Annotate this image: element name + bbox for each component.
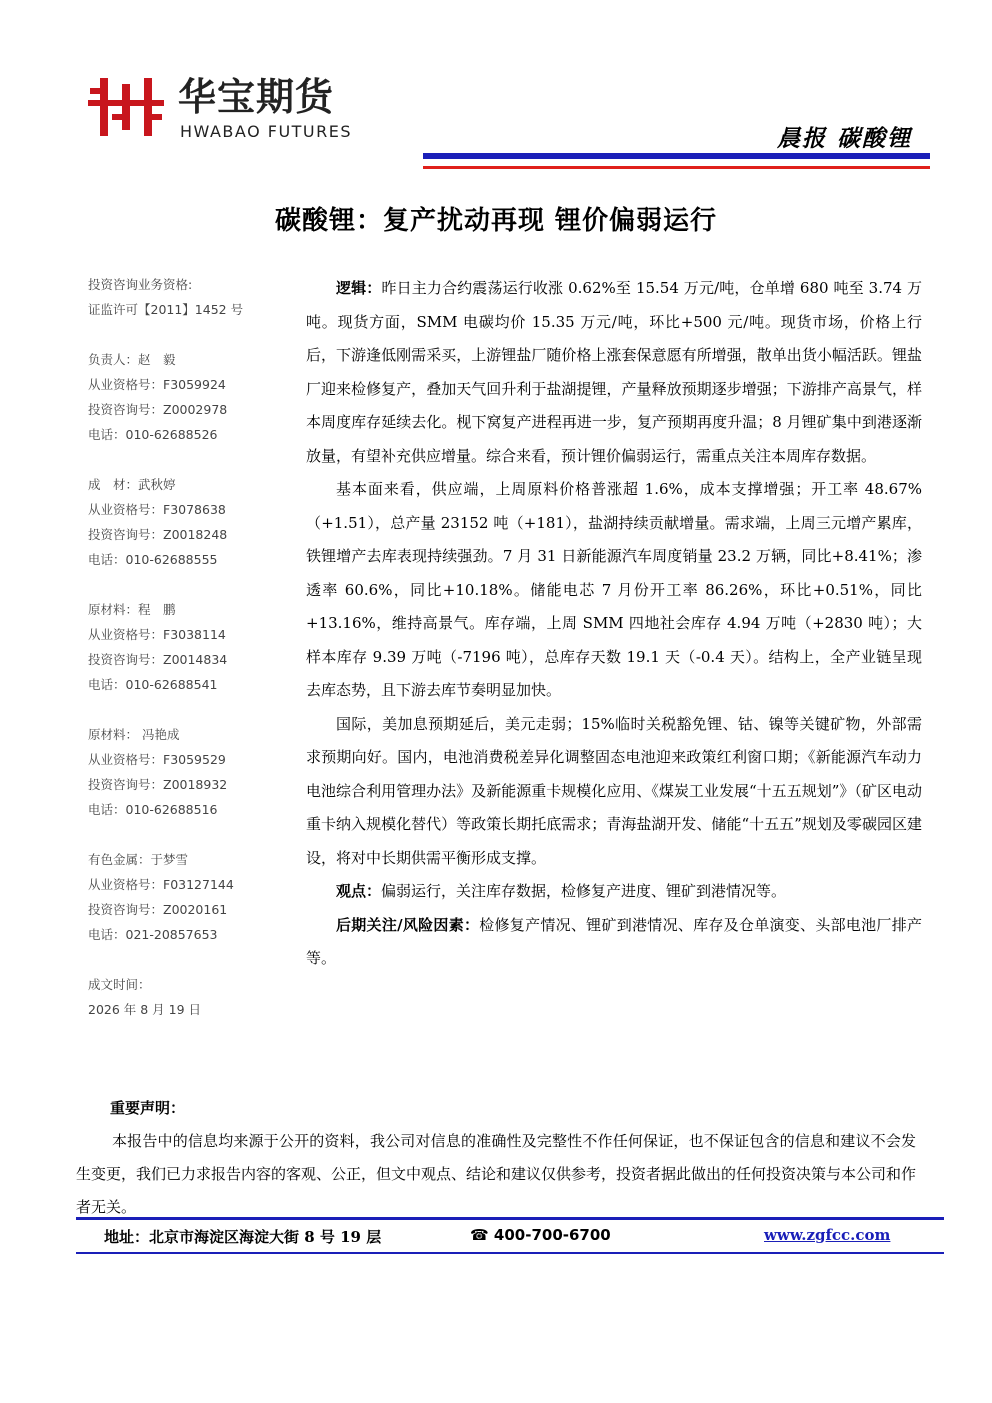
analyst-role: 成 材：武秋婷 <box>88 477 176 492</box>
analyst-role: 原材料：程 鹏 <box>88 602 176 617</box>
qualification-value: 证监许可【2011】1452 号 <box>88 302 244 317</box>
analyst-license: 从业资格号：F3038114 <box>88 627 226 642</box>
report-body <box>306 272 922 976</box>
footer <box>76 1222 944 1250</box>
analyst-license: 从业资格号：F3059924 <box>88 377 226 392</box>
report-type: 晨报 碳酸锂 <box>776 125 912 152</box>
view-text: 偏弱运行，关注库存数据，检修复产进度、锂矿到港情况等。 <box>381 882 787 900</box>
analyst-advisory: 投资咨询号：Z0020161 <box>88 902 228 917</box>
hwabao-logo-icon <box>86 74 166 138</box>
view-label: 观点： <box>336 882 382 900</box>
logic-paragraph <box>306 272 922 473</box>
logo-english-name: HWABAO FUTURES <box>180 122 353 141</box>
fundamentals-paragraph: 基本面来看，供应端，上周原料价格普涨超 1.6%，成本支撑增强；开工率 48.67%（+1.51），总产量 23152 吨（+181），盐湖持续贡献增量。需求端，上周三元增产累库，铁锂增产去库表现持续强劲。7 月 31 日新能源汽车周度销量 23.2 万辆，同比+8.41%；渗透率 60.6%，同比+10.18%。储能电芯 7 月份开工率 86.26%，环比+0.51%，同比+13.16%，维持高景气。库存端，上周 SMM 四地社会库存 4.94 万吨（+2830 吨）；大样本库存 9.39 万吨（-7196 吨），总库存天数 19.1 天（-0.4 天）。结构上，全产业链呈现去库态势，且下游去库节奏明显加快。 <box>306 480 922 699</box>
analyst-sidebar <box>88 272 288 1022</box>
header-divider-blue <box>423 153 930 159</box>
macro-paragraph: 国际，美加息预期延后，美元走弱；15%临时关税豁免锂、钴、镍等关键矿物，外部需求预期向好。国内，电池消费税差异化调整固态电池迎来政策红利窗口期；《新能源汽车动力电池综合利用管理办法》及新能源重卡规模化应用、《煤炭工业发展“十五五规划”》（矿区电动重卡纳入规模化替代）等政策长期托底需求；青海盐湖开发、储能“十五五”规划及零碳园区建设，将对中长期供需平衡形成支撑。 <box>306 714 922 867</box>
analyst-advisory: 投资咨询号：Z0002978 <box>88 402 228 417</box>
footer-website-link[interactable]: www.zgfcc.com <box>764 1226 891 1244</box>
analyst-role: 负责人：赵 毅 <box>88 352 176 367</box>
footer-divider-bottom <box>76 1252 944 1254</box>
analyst-license: 从业资格号：F3078638 <box>88 502 226 517</box>
header-divider-red <box>423 166 930 169</box>
disclaimer <box>76 1092 916 1224</box>
analyst-advisory: 投资咨询号：Z0014834 <box>88 652 228 667</box>
company-logo <box>86 70 376 145</box>
risk-paragraph <box>306 909 922 976</box>
logo-chinese-name: 华宝期货 <box>178 75 335 119</box>
analyst-advisory: 投资咨询号：Z0018932 <box>88 777 228 792</box>
risk-text: 检修复产情况、锂矿到港情况、库存及仓单演变、头部电池厂排产等。 <box>306 915 922 967</box>
analyst-license: 从业资格号：F3059529 <box>88 752 226 767</box>
analyst-role: 有色金属：于梦雪 <box>88 852 189 867</box>
analyst-advisory: 投资咨询号：Z0018248 <box>88 527 228 542</box>
view-paragraph <box>306 875 922 909</box>
analyst-license: 从业资格号：F03127144 <box>88 877 234 892</box>
analyst-phone: 电话：010-62688555 <box>88 552 218 567</box>
date-value: 2026 年 8 月 19 日 <box>88 1002 202 1017</box>
disclaimer-text: 本报告中的信息均来源于公开的资料，我公司对信息的准确性及完整性不作任何保证，也不保证包含的信息和建议不会发生变更，我们已力求报告内容的客观、公正，但文中观点、结论和建议仅供参考，投资者据此做出的任何投资决策与本公司和作者无关。 <box>76 1132 917 1216</box>
analyst-phone: 电话：021-20857653 <box>88 927 218 942</box>
footer-address: 地址：北京市海淀区海淀大街 8 号 19 层 <box>104 1228 382 1246</box>
disclaimer-heading: 重要声明： <box>110 1099 186 1117</box>
date-label: 成文时间： <box>88 977 151 992</box>
qualification-label: 投资咨询业务资格: <box>88 277 193 292</box>
footer-divider-top <box>76 1217 944 1220</box>
footer-phone: ☎ 400-700-6700 <box>470 1226 611 1244</box>
analyst-phone: 电话：010-62688516 <box>88 802 218 817</box>
logic-text: 昨日主力合约震荡运行收涨 0.62%至 15.54 万元/吨，仓单增 680 吨至 3.74 万吨。现货方面，SMM 电碳均价 15.35 万元/吨，环比+500 元/吨。现货市场，价格上行后，下游逢低刚需采买，上游锂盐厂随价格上涨套保意愿有所增强，散单出货小幅活跃。锂盐厂迎来检修复产，叠加天气回升利于盐湖提锂，产量释放预期逐步增强；下游排产高景气，样本周度库存延续去化。枧下窝复产进程再进一步，复产预期再度升温；8 月锂矿集中到港逐渐放量，有望补充供应增量。综合来看，预计锂价偏弱运行，需重点关注本周库存数据。 <box>306 279 922 465</box>
analyst-phone: 电话：010-62688526 <box>88 427 218 442</box>
analyst-role: 原材料： 冯艳成 <box>88 727 180 742</box>
risk-label: 后期关注/风险因素： <box>336 915 480 934</box>
analyst-phone: 电话：010-62688541 <box>88 677 218 692</box>
logic-label: 逻辑： <box>336 279 382 297</box>
page-title: 碳酸锂：复产扰动再现 锂价偏弱运行 <box>274 206 718 236</box>
